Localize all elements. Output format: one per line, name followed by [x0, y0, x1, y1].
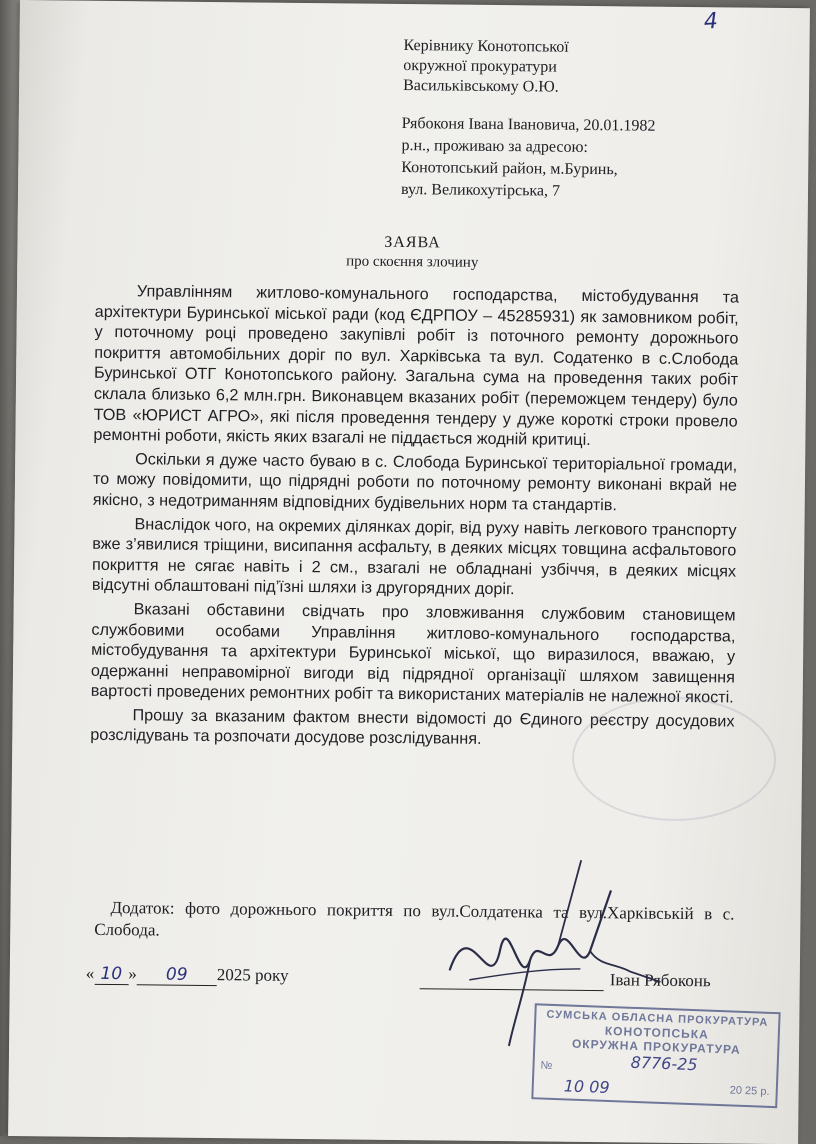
faint-seal-impression: [571, 696, 776, 822]
appendix-text: Додаток: фото дорожнього покриття по вул.Солдатенка та вул.Харківській в с. Слобода.: [94, 897, 735, 940]
addressee-block: [403, 36, 734, 99]
stamp-reg-year: 20 25 р.: [729, 1084, 770, 1098]
statement-paragraph: Оскільки я дуже часто буваю в с. Слобода Буринської територіальної громади, то можу повідомити, що підрядні роботи по поточному ремонту виконані вкрай не якісно, з недотриманням відповідних будівельних норм та стандартів.: [92, 449, 738, 515]
date-close-quote: »: [128, 964, 137, 984]
statement-body: [90, 281, 739, 753]
date-day: 10: [94, 964, 128, 985]
addressee-line: Васильківському О.Ю.: [403, 77, 559, 96]
document-page: [8, 0, 810, 1144]
addressee-line: окружної прокуратури: [403, 57, 557, 76]
document-title: ЗАЯВА: [384, 233, 441, 252]
sender-line: Рябоконя Івана Івановича, 20.01.1982: [401, 115, 656, 135]
sender-line: р.н., проживаю за адресою:: [401, 137, 588, 156]
sender-line: Конотопський район, м.Буринь,: [401, 159, 618, 179]
stamp-reg-number: 8776-25: [630, 1052, 698, 1075]
date-line: [86, 964, 289, 987]
registration-stamp: [531, 1003, 780, 1108]
addressee-line: Керівнику Конотопської: [403, 37, 569, 56]
document-subtitle: про скоєння злочину: [346, 253, 479, 271]
date-open-quote: «: [85, 963, 95, 983]
stamp-reg-date: 10 09: [563, 1076, 610, 1098]
sender-block: [401, 113, 732, 204]
signer-name: Іван Рябоконь: [609, 970, 711, 991]
stamp-line-office: КОНОТОПСЬКА: [604, 1023, 710, 1042]
statement-paragraph: Прошу за вказаним фактом внести відомості до Єдиного реєстру досудових розслідувань та розпочати досудове розслідування.: [90, 706, 735, 749]
stamp-line-prosecutor: ОКРУЖНА ПРОКУРАТУРА: [571, 1036, 741, 1057]
date-year: 2025 року: [216, 965, 289, 985]
statement-paragraph: Управлінням житлово-комунального господарства, містобудування та архітектури Буринської міської ради (код ЄДРПОУ – 45285931) як замовником робіт, у поточному році проведено закупівлі робіт із поточного ремонту дорожнього покриття автомобільних доріг по вул. Харківська та вул. Содатенко в с.Слобода Буринської ОТГ Конотопського району. Загальна сума на проведення таких робіт склала близько 6,2 млн.грн. Виконавцем вказаних робіт (переможцем тендеру) було ТОВ «ЮРИСТ АГРО», які після проведення тендеру у дуже короткі строки провело ремонтні роботи, якість яких взагалі не піддається жодній критиці.: [93, 282, 740, 450]
page-number: 4: [703, 8, 719, 35]
stamp-reg-label: №: [540, 1059, 553, 1072]
sender-line: вул. Великохутірська, 7: [400, 181, 561, 200]
stamp-line-region: СУМСЬКА ОБЛАСНА ПРОКУРАТУРА: [546, 1008, 769, 1029]
statement-paragraph: Внаслідок чого, на окремих ділянках доріг, від руху навіть легкового транспорту вже з’явилися тріщини, висипання асфальту, в деяких місцях товщина асфальтового покриття не сягає навіть і 2 см., взагалі не обладнані узбіччя, в деяких місцях відсутні облаштовані під’їзні шляхи із другорядних доріг.: [91, 514, 737, 599]
statement-paragraph: Вказані обставини свідчать про зловживання службовим становищем службовими особами Управління житлово-комунального господарства, містобудування та архітектури Буринської міської, що виразилося, вважаю, у одержанні неправомірної вигоди від підрядної організації шляхом завищення вартості проведених ремонтних робіт та використаних матеріалів не належної якості.: [90, 600, 736, 707]
date-month: 09: [137, 964, 217, 986]
